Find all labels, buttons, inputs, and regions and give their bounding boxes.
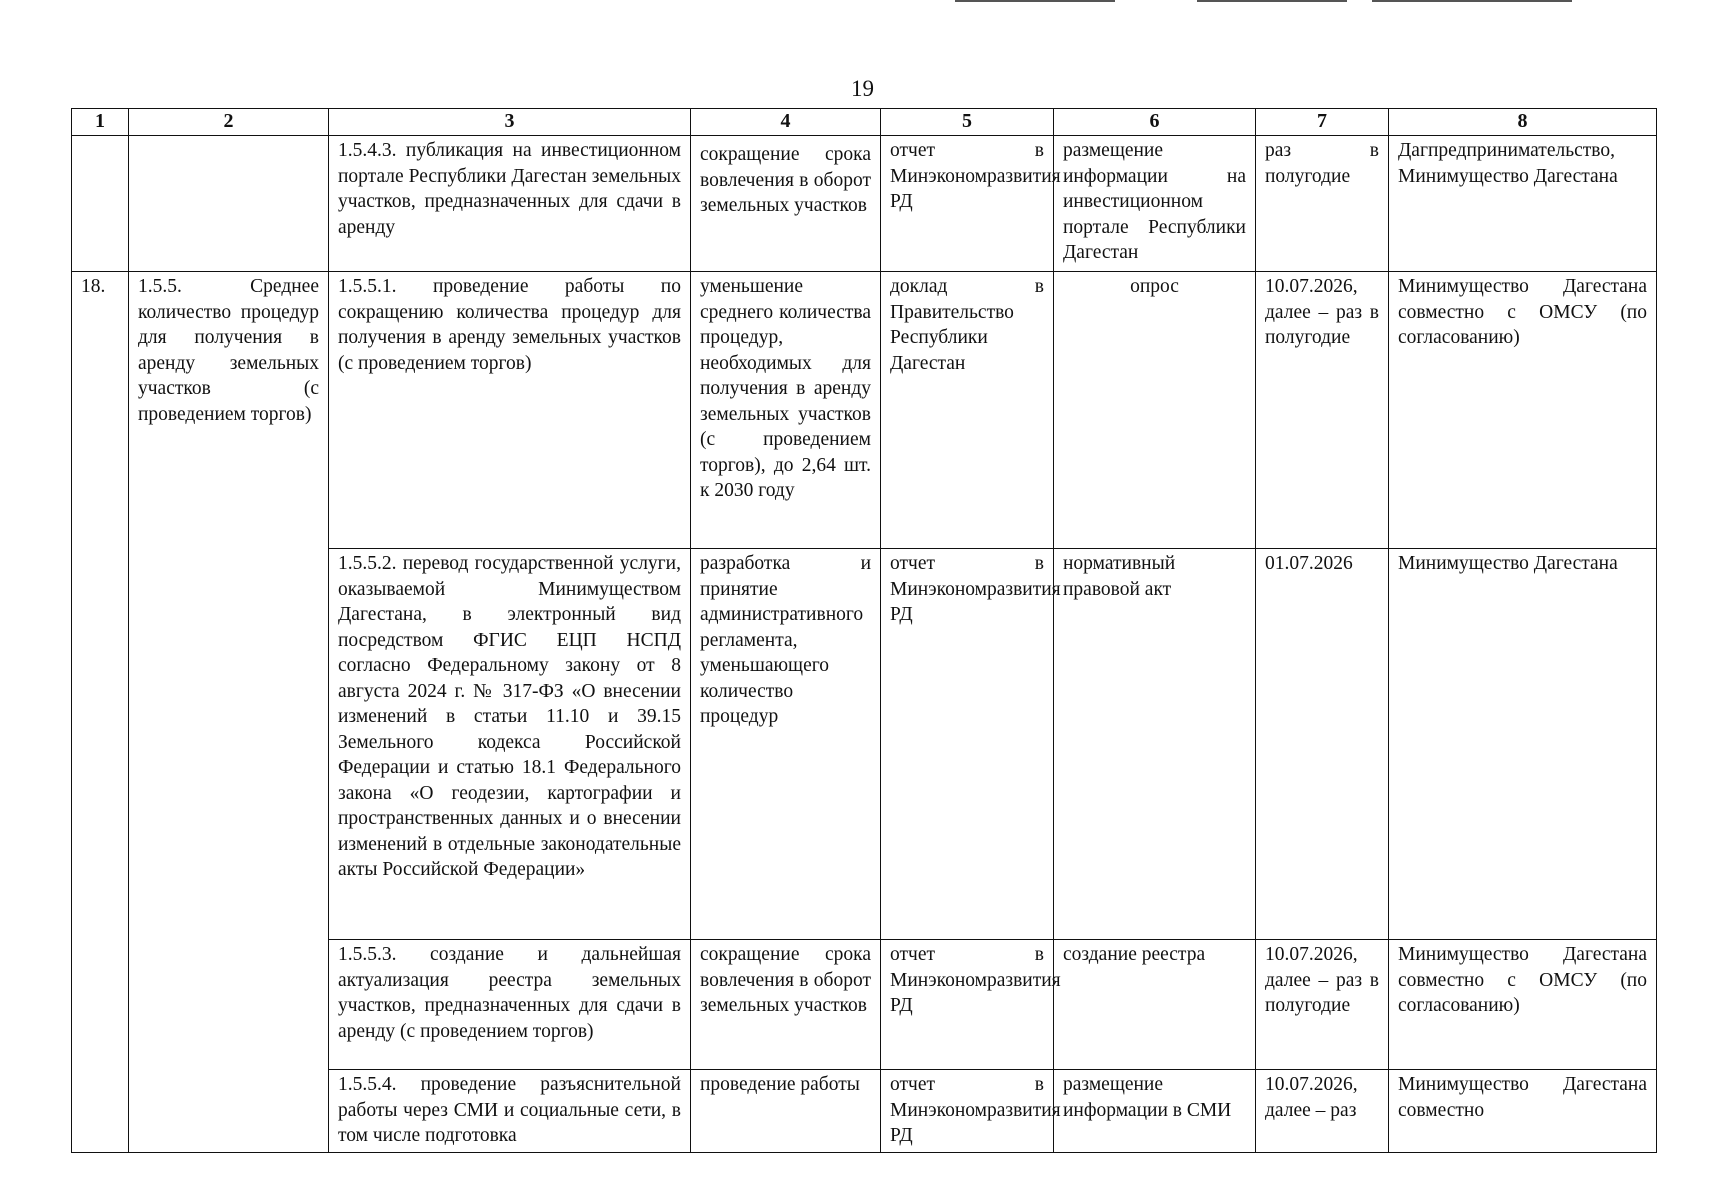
- indicator-cell: 1.5.5. Среднее количество процедур для получения в аренду земельных участков (с проведением торгов): [129, 272, 329, 1153]
- result-cell: сокращение срока вовлечения в оборот земельных участков: [691, 940, 881, 1070]
- control-cell: отчет в Минэкономразвития РД: [881, 940, 1054, 1070]
- control-cell: отчет в Минэкономразвития РД: [881, 1070, 1054, 1153]
- form-cell: создание реестра: [1054, 940, 1256, 1070]
- column-header: 5: [881, 109, 1054, 136]
- column-header: 6: [1054, 109, 1256, 136]
- column-numbers-row: [72, 109, 1657, 136]
- form-cell: размещение информации на инвестиционном портале Республики Дагестан: [1054, 136, 1256, 272]
- form-cell: нормативный правовой акт: [1054, 549, 1256, 940]
- deadline-cell: раз в полугодие: [1256, 136, 1389, 272]
- executor-cell: Минимущество Дагестана совместно: [1389, 1070, 1657, 1153]
- executor-cell: Минимущество Дагестана: [1389, 549, 1657, 940]
- result-cell: проведение работы: [691, 1070, 881, 1153]
- column-header: 8: [1389, 109, 1657, 136]
- table-row: [72, 136, 1657, 272]
- control-cell: отчет в Минэкономразвития РД: [881, 136, 1054, 272]
- result-cell: уменьшение среднего количества процедур, необходимых для получения в аренду земельных участков (с проведением торгов), до 2,64 шт. к 2030 году: [691, 272, 881, 549]
- form-cell: опрос: [1054, 272, 1256, 549]
- scan-artifact-line: [1372, 0, 1572, 2]
- deadline-cell: 01.07.2026: [1256, 549, 1389, 940]
- measure-cell: 1.5.5.3. создание и дальнейшая актуализация реестра земельных участков, предназначенных для сдачи в аренду (с проведением торгов): [329, 940, 691, 1070]
- table-row: [72, 272, 1657, 549]
- executor-cell: Минимущество Дагестана совместно с ОМСУ (по согласованию): [1389, 940, 1657, 1070]
- column-header: 1: [72, 109, 129, 136]
- deadline-cell: 10.07.2026, далее – раз в полугодие: [1256, 940, 1389, 1070]
- row-number-cell: 18.: [72, 272, 129, 1153]
- measure-cell: 1.5.5.1. проведение работы по сокращению количества процедур для получения в аренду земельных участков (с проведением торгов): [329, 272, 691, 549]
- column-header: 4: [691, 109, 881, 136]
- deadline-cell: 10.07.2026, далее – раз: [1256, 1070, 1389, 1153]
- measure-cell: 1.5.4.3. публикация на инвестиционном портале Республики Дагестан земельных участков, предназначенных для сдачи в аренду: [329, 136, 691, 272]
- form-cell: размещение информации в СМИ: [1054, 1070, 1256, 1153]
- measure-cell: 1.5.5.2. перевод государственной услуги, оказываемой Минимуществом Дагестана, в электронный вид посредством ФГИС ЕЦП НСПД согласно Федеральному закону от 8 августа 2024 г. № 317-ФЗ «О внесении изменений в статьи 11.10 и 39.15 Земельного кодекса Российской Федерации и статью 18.1 Федерального закона «О геодезии, картографии и пространственных данных и о внесении изменений в отдельные законодательные акты Российской Федерации»: [329, 549, 691, 940]
- result-cell: сокращение срока вовлечения в оборот земельных участков: [691, 136, 881, 272]
- scan-artifact-line: [955, 0, 1115, 2]
- result-cell: разработка и принятие административного регламента, уменьшающего количество процедур: [691, 549, 881, 940]
- control-cell: отчет в Минэкономразвития РД: [881, 549, 1054, 940]
- column-header: 2: [129, 109, 329, 136]
- indicator-cell: [129, 136, 329, 272]
- control-cell: доклад в Правительство Республики Дагестан: [881, 272, 1054, 549]
- measure-cell: 1.5.5.4. проведение разъяснительной работы через СМИ и социальные сети, в том числе подготовка: [329, 1070, 691, 1153]
- page-number: 19: [851, 76, 874, 101]
- column-header: 7: [1256, 109, 1389, 136]
- column-header: 3: [329, 109, 691, 136]
- executor-cell: Минимущество Дагестана совместно с ОМСУ (по согласованию): [1389, 272, 1657, 549]
- row-number-cell: [72, 136, 129, 272]
- plan-table: [71, 108, 1657, 1153]
- scan-artifact-line: [1197, 0, 1347, 2]
- executor-cell: Дагпредпринимательство, Минимущество Дагестана: [1389, 136, 1657, 272]
- deadline-cell: 10.07.2026, далее – раз в полугодие: [1256, 272, 1389, 549]
